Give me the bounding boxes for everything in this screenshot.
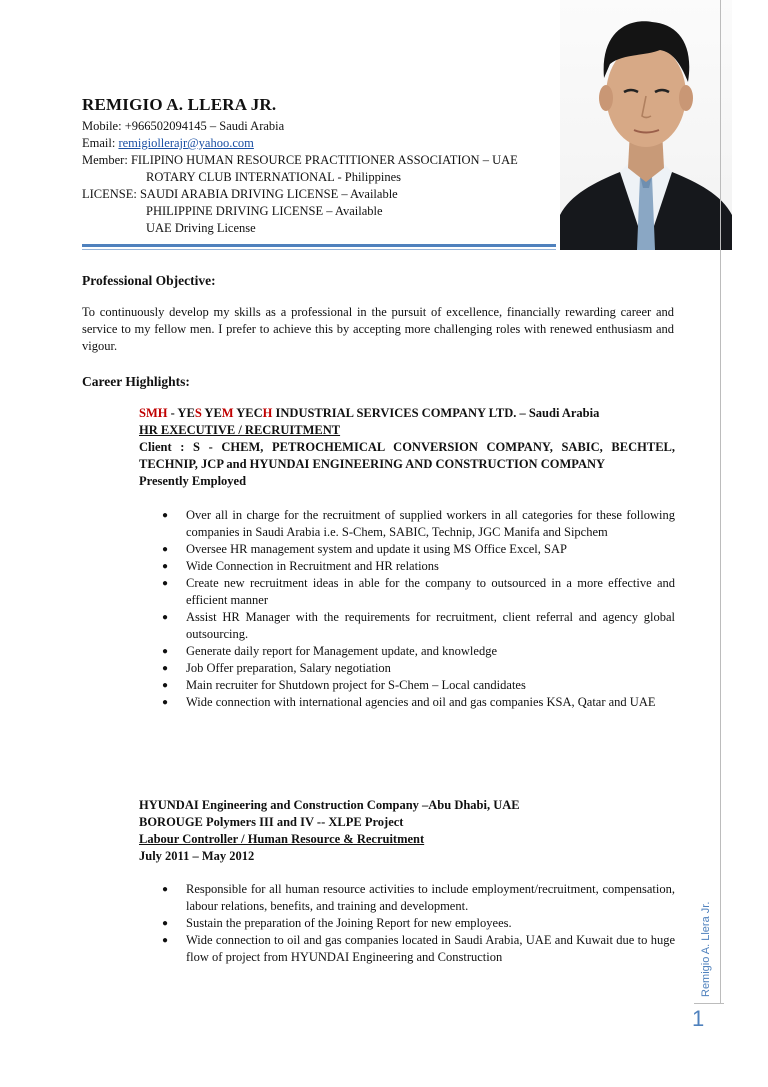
bullet-icon: ● — [162, 561, 169, 572]
list-item — [160, 507, 675, 541]
list-item — [160, 915, 675, 932]
email-label: Email: — [82, 136, 116, 150]
list-item — [160, 575, 675, 609]
job1-header — [139, 405, 675, 490]
portrait-illustration — [560, 0, 732, 250]
company-s: S — [194, 406, 202, 420]
list-item-text: Over all in charge for the recruitment of supplied workers in all categories for these following companies in Saudi Arabia i.e. S-Chem, SABIC, Technip, JGC Manifa and Sipchem — [186, 508, 675, 539]
job2-company: HYUNDAI Engineering and Construction Company –Abu Dhabi, UAE — [139, 798, 520, 812]
company-rest: INDUSTRIAL SERVICES COMPANY LTD. – Saudi Arabia — [272, 406, 600, 420]
objective-text: To continuously develop my skills as a professional in the pursuit of excellence, financially rewarding career and service to my fellow men. I prefer to achieve this by accepting more challenging roles with renewed enthusiasm and vigour. — [82, 305, 674, 353]
list-item — [160, 660, 675, 677]
license-line-1: LICENSE: SAUDI ARABIA DRIVING LICENSE – Available — [82, 187, 398, 201]
company-part: - YE — [167, 406, 195, 420]
side-name-label: Remigio A. Llera Jr. — [700, 901, 712, 997]
member-line-2: ROTARY CLUB INTERNATIONAL - Philippines — [146, 170, 402, 184]
bullet-icon: ● — [162, 680, 169, 691]
list-item-text: Job Offer preparation, Salary negotiation — [186, 661, 391, 675]
list-item — [160, 694, 675, 711]
company-m: M — [221, 406, 234, 420]
bullet-icon: ● — [162, 510, 169, 521]
company-part: YEC — [233, 406, 263, 420]
list-item-text: Oversee HR management system and update it using MS Office Excel, SAP — [186, 542, 567, 556]
bullet-icon: ● — [162, 935, 169, 946]
contact-block — [82, 118, 562, 237]
margin-rule-horizontal — [694, 1003, 724, 1004]
job1-status: Presently Employed — [139, 474, 247, 488]
profile-photo — [560, 0, 732, 250]
job1-company — [139, 405, 675, 422]
list-item-text: Wide Connection in Recruitment and HR relations — [186, 559, 439, 573]
job2-bullet-list — [160, 881, 675, 966]
job2-dates: July 2011 – May 2012 — [139, 849, 255, 863]
job1-title: HR EXECUTIVE / RECRUITMENT — [139, 423, 341, 437]
list-item — [160, 932, 675, 966]
job2-header — [139, 797, 675, 865]
candidate-name: REMIGIO A. LLERA JR. — [82, 95, 277, 114]
list-item — [160, 558, 675, 575]
list-item — [160, 643, 675, 660]
list-item — [160, 541, 675, 558]
list-item-text: Wide connection with international agencies and oil and gas companies KSA, Qatar and UAE — [186, 695, 656, 709]
job1-bullet-list — [160, 507, 675, 711]
job2-project: BOROUGE Polymers III and IV -- XLPE Project — [139, 815, 404, 829]
bullet-icon: ● — [162, 612, 169, 623]
job2-title: Labour Controller / Human Resource & Recruitment — [139, 832, 425, 846]
license-line-3: UAE Driving License — [146, 221, 256, 235]
list-item-text: Assist HR Manager with the requirements for recruitment, client referral and agency global outsourcing. — [186, 610, 675, 641]
objective-heading: Professional Objective: — [82, 273, 216, 288]
job1-client: Client : S - CHEM, PETROCHEMICAL CONVERSION COMPANY, SABIC, BECHTEL, TECHNIP, JCP and HYUNDAI ENGINEERING AND CONSTRUCTION COMPANY — [139, 440, 675, 471]
license-line-2: PHILIPPINE DRIVING LICENSE – Available — [146, 204, 383, 218]
email-link[interactable]: remigiollerajr@yahoo.com — [118, 136, 254, 150]
list-item-text: Main recruiter for Shutdown project for S-Chem – Local candidates — [186, 678, 526, 692]
bullet-icon: ● — [162, 697, 169, 708]
list-item — [160, 881, 675, 915]
list-item-text: Create new recruitment ideas in able for the company to outsourced in a more effective and efficient manner — [186, 576, 675, 607]
list-item-text: Generate daily report for Management update, and knowledge — [186, 644, 497, 658]
header-divider-thin — [82, 249, 556, 250]
company-h: H — [262, 406, 273, 420]
member-line-1: Member: FILIPINO HUMAN RESOURCE PRACTITIONER ASSOCIATION – UAE — [82, 153, 518, 167]
bullet-icon: ● — [162, 544, 169, 555]
list-item-text: Responsible for all human resource activities to include employment/recruitment, compensation, labour relations, benefits, and training and development. — [186, 882, 675, 913]
bullet-icon: ● — [162, 578, 169, 589]
bullet-icon: ● — [162, 646, 169, 657]
company-part: YE — [201, 406, 222, 420]
margin-rule-vertical — [720, 0, 721, 1003]
list-item-text: Wide connection to oil and gas companies located in Saudi Arabia, UAE and Kuwait due to huge flow of project from HYUNDAI Engineering and Construction — [186, 933, 675, 964]
company-smh: SMH — [139, 406, 168, 420]
header-divider — [82, 244, 556, 247]
list-item — [160, 609, 675, 643]
bullet-icon: ● — [162, 884, 169, 895]
bullet-icon: ● — [162, 918, 169, 929]
list-item-text: Sustain the preparation of the Joining Report for new employees. — [186, 916, 512, 930]
list-item — [160, 677, 675, 694]
email-line — [82, 135, 562, 152]
bullet-icon: ● — [162, 663, 169, 674]
page-number: 1 — [692, 1006, 705, 1031]
career-heading: Career Highlights: — [82, 374, 190, 389]
mobile-line: Mobile: +966502094145 – Saudi Arabia — [82, 119, 285, 133]
